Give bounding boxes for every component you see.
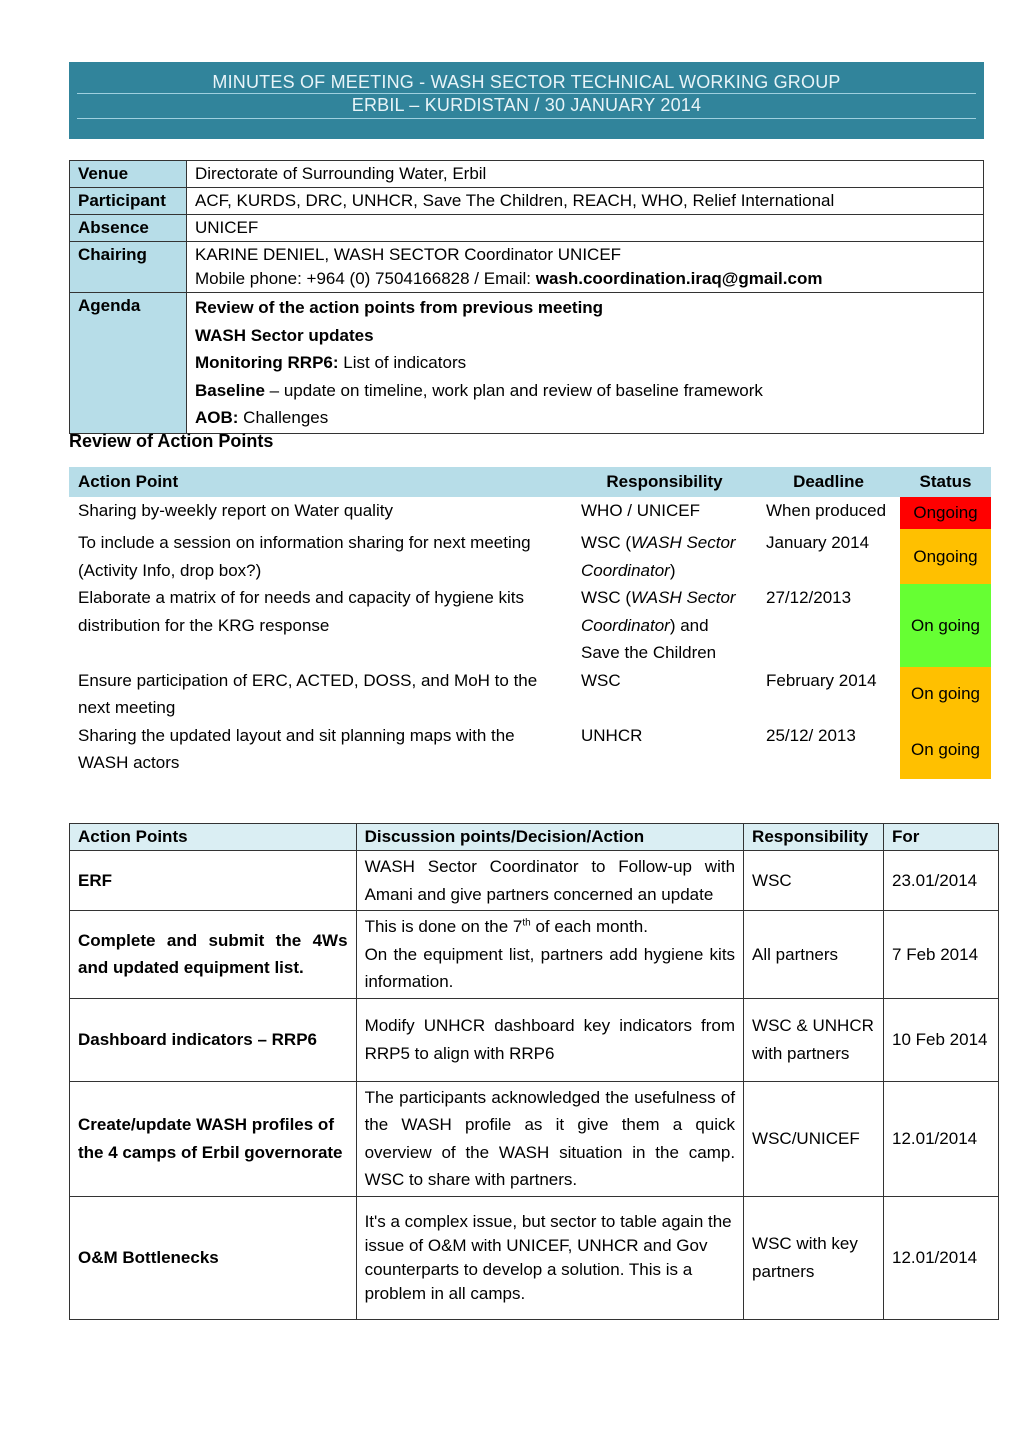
responsibility-text: WHO / UNICEF (581, 501, 700, 520)
discussion-cell: It's a complex issue, but sector to table again the issue of O&M with UNICEF, UNHCR and Gov counterparts to develop a solution. This is a problem in all camps. (356, 1196, 743, 1319)
absence-row (70, 215, 984, 242)
venue-label: Venue (70, 161, 187, 188)
col-header-status: Status (900, 467, 991, 497)
review-section-title: Review of Action Points (69, 431, 274, 451)
table-row (69, 584, 991, 667)
agenda-item (195, 322, 975, 350)
col-header-action-point: Action Point (69, 467, 572, 497)
responsibility-cell (572, 584, 757, 667)
action-points-cell: Dashboard indicators – RRP6 (70, 998, 357, 1081)
for-date-cell: 23.01/2014 (884, 851, 999, 911)
responsibility-cell (572, 529, 757, 584)
responsibility-cell: WSC (744, 851, 884, 911)
chairing-phone: Mobile phone: +964 (0) 7504166828 / Email: (195, 269, 536, 288)
banner-rule (77, 118, 976, 119)
chairing-row (70, 242, 984, 293)
for-date-cell: 10 Feb 2014 (884, 998, 999, 1081)
discussion-cell: The participants acknowledged the usefulness of the WASH profile as it give them a quick overview of the WASH situation in the camp. WSC to share with partners. (356, 1081, 743, 1196)
status-badge: On going (911, 615, 980, 635)
agenda-item (195, 404, 975, 432)
responsibility-text: ) (669, 560, 676, 580)
header-subtitle: ERBIL – KURDISTAN / 30 JANUARY 2014 (351, 95, 702, 115)
header-title: MINUTES OF MEETING - WASH SECTOR TECHNICAL WORKING GROUP (212, 72, 841, 92)
table-row (70, 1081, 999, 1196)
action-points-cell: O&M Bottlenecks (70, 1196, 357, 1319)
table-row (69, 497, 991, 529)
participant-value: ACF, KURDS, DRC, UNHCR, Save The Children, REACH, WHO, Relief International (187, 188, 984, 215)
status-badge: Ongoing (913, 546, 978, 566)
responsibility-cell: WSC (581, 670, 621, 690)
table-row (70, 851, 999, 911)
col-header-discussion: Discussion points/Decision/Action (356, 824, 743, 851)
agenda-item (195, 349, 975, 377)
agenda-row (70, 293, 984, 434)
chairing-name: KARINE DENIEL, WASH SECTOR Coordinator UNICEF (195, 245, 622, 264)
action-points-cell: ERF (70, 851, 357, 911)
discussion-header-row (70, 824, 999, 851)
status-cell (900, 497, 991, 529)
responsibility-cell: All partners (744, 911, 884, 999)
chairing-label: Chairing (70, 242, 187, 293)
col-header-responsibility: Responsibility (572, 467, 757, 497)
col-header-responsibility: Responsibility (744, 824, 884, 851)
discussion-text: On the equipment list, partners add hygiene kits information. (364, 944, 736, 991)
discussion-cell: Modify UNHCR dashboard key indicators from RRP5 to align with RRP6 (356, 998, 743, 1081)
agenda-label: Agenda (70, 293, 187, 434)
agenda-list (187, 293, 984, 434)
banner-rule (77, 93, 976, 94)
chairing-contact (195, 267, 975, 291)
table-row (69, 667, 991, 722)
review-action-points-table (69, 467, 991, 779)
agenda-item (195, 294, 975, 322)
action-points-cell: Create/update WASH profiles of the 4 camps of Erbil governorate (70, 1081, 357, 1196)
participant-label: Participant (70, 188, 187, 215)
for-date-cell: 12.01/2014 (884, 1081, 999, 1196)
table-row (70, 1196, 999, 1319)
table-row (69, 529, 991, 584)
status-cell (900, 529, 991, 584)
status-cell (900, 584, 991, 667)
discussion-table (69, 823, 999, 1320)
status-badge: Ongoing (913, 503, 978, 523)
deadline-cell: 25/12/ 2013 (766, 725, 856, 745)
discussion-text (365, 913, 735, 941)
review-header-row (69, 467, 991, 497)
responsibility-cell: UNHCR (581, 725, 643, 745)
agenda-item-text: List of indicators (338, 353, 467, 372)
discussion-cell: WASH Sector Coordinator to Follow-up with Amani and give partners concerned an update (356, 851, 743, 911)
agenda-item-title: AOB: (195, 408, 239, 427)
chairing-value (187, 242, 984, 293)
deadline-cell: When produced (766, 501, 887, 520)
absence-value: UNICEF (187, 215, 984, 242)
table-row (70, 998, 999, 1081)
action-point-cell: Sharing by-weekly report on Water quality (78, 501, 393, 520)
agenda-item-text: Challenges (238, 408, 329, 427)
responsibility-italic: WASH Sector Coordinator (581, 588, 736, 635)
action-points-cell: Complete and submit the 4Ws and updated equipment list. (70, 911, 357, 999)
status-cell (900, 667, 991, 722)
col-header-deadline: Deadline (757, 467, 900, 497)
action-point-cell: Elaborate a matrix of for needs and capacity of hygiene kits distribution for the KRG response (78, 588, 525, 635)
responsibility-text: WSC ( (581, 588, 632, 607)
responsibility-cell (572, 497, 757, 529)
table-row (70, 911, 999, 999)
absence-label: Absence (70, 215, 187, 242)
action-point-cell: Sharing the updated layout and sit planning maps with the WASH actors (78, 725, 515, 772)
agenda-item (195, 377, 975, 405)
action-point-cell: To include a session on information sharing for next meeting (Activity Info, drop box?) (78, 533, 531, 580)
col-header-action-points: Action Points (70, 824, 357, 851)
status-badge: On going (911, 740, 980, 760)
agenda-item-title: Monitoring RRP6: (195, 353, 339, 372)
venue-value: Directorate of Surrounding Water, Erbil (187, 161, 984, 188)
agenda-item-title: WASH Sector updates (195, 325, 374, 345)
responsibility-cell: WSC & UNHCR with partners (744, 998, 884, 1081)
for-date-cell: 12.01/2014 (884, 1196, 999, 1319)
agenda-item-text: – update on timeline, work plan and review of baseline framework (264, 380, 763, 400)
meeting-header-banner (69, 62, 984, 139)
for-date-cell: 7 Feb 2014 (884, 911, 999, 999)
table-row (69, 722, 991, 779)
action-point-cell: Ensure participation of ERC, ACTED, DOSS, and MoH to the next meeting (78, 670, 538, 717)
chairing-email-link[interactable]: wash.coordination.iraq@gmail.com (535, 269, 823, 288)
col-header-for: For (884, 824, 999, 851)
deadline-cell: January 2014 (766, 533, 870, 552)
discussion-text-part: This is done on the 7 (364, 917, 523, 936)
meeting-info-table (69, 160, 984, 434)
ordinal-suffix: th (522, 917, 531, 929)
status-badge: On going (911, 684, 980, 704)
deadline-cell: 27/12/2013 (766, 588, 852, 607)
agenda-item-title: Review of the action points from previous meeting (195, 298, 604, 317)
responsibility-text: WSC ( (581, 533, 632, 552)
status-cell (900, 722, 991, 779)
agenda-item-title: Baseline (195, 380, 265, 400)
discussion-cell (356, 911, 743, 999)
deadline-cell: February 2014 (766, 670, 877, 690)
responsibility-text: ) and Save the Children (581, 615, 717, 662)
venue-row (70, 161, 984, 188)
discussion-text-part: of each month. (530, 917, 648, 936)
responsibility-cell: WSC/UNICEF (744, 1081, 884, 1196)
participant-row (70, 188, 984, 215)
responsibility-italic: WASH Sector Coordinator (581, 533, 736, 580)
responsibility-cell: WSC with key partners (744, 1196, 884, 1319)
